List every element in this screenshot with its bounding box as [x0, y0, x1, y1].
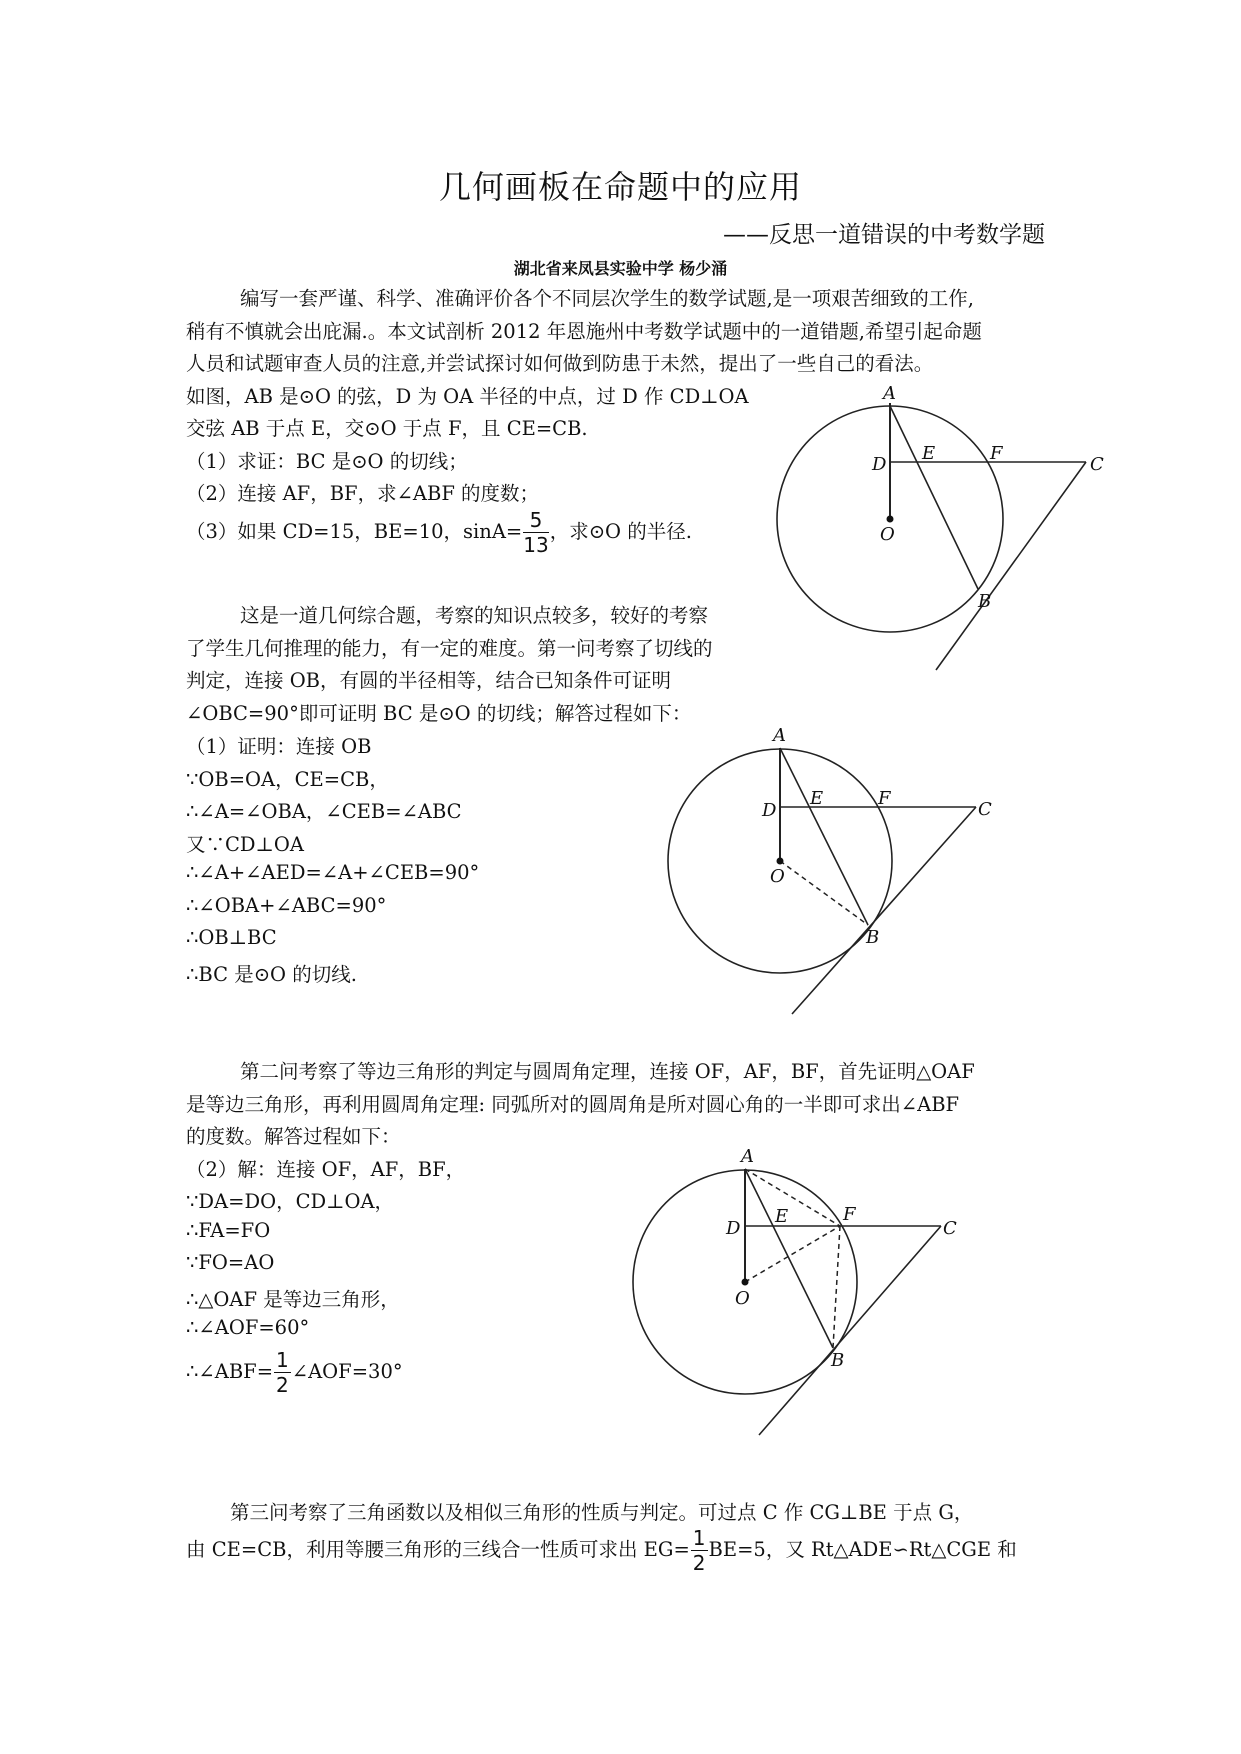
fraction-numerator: 1: [692, 1526, 706, 1550]
fraction-denominator: 2: [276, 1373, 289, 1397]
label-b: B: [866, 927, 880, 948]
problem-question-2: （2）连接 AF，BF，求∠ABF 的度数；: [186, 482, 540, 505]
proof1-line: 又∵CD⊥OA: [186, 833, 304, 856]
analysis2-line: 的度数。解答过程如下：: [186, 1125, 401, 1148]
proof1-line: （1）证明：连接 OB: [186, 735, 372, 758]
q3-text-after: ，求⊙O 的半径.: [549, 520, 692, 543]
proof1-line: ∵OB=OA，CE=CB，: [186, 768, 389, 791]
label-a: A: [741, 1148, 754, 1167]
proof2-text-after: ∠AOF=30°: [291, 1360, 403, 1383]
tangent-bc: [792, 807, 976, 1014]
fraction: [523, 510, 548, 555]
proof2-line: ∴FA=FO: [186, 1219, 271, 1242]
q3-text-before: （3）如果 CD=15，BE=10，sinA=: [186, 520, 523, 543]
label-f: F: [843, 1204, 856, 1225]
label-c: C: [1090, 454, 1104, 475]
analysis3-line-with-fraction: [186, 1528, 1017, 1573]
label-c: C: [978, 799, 992, 820]
proof2-line: （2）解：连接 OF，AF，BF，: [186, 1158, 466, 1181]
label-b: B: [831, 1350, 845, 1371]
point-o: [742, 1279, 749, 1286]
proof2-conclusion: [186, 1350, 403, 1395]
page-subtitle: ——反思一道错误的中考数学题: [723, 222, 1045, 248]
fraction-numerator: 5: [523, 510, 548, 533]
label-f: F: [990, 443, 1003, 464]
author-line: 湖北省来凤县实验中学 杨少涌: [513, 259, 728, 278]
chord-ab: [745, 1169, 833, 1348]
analysis2-line: 是等边三角形，再利用圆周角定理: 同弧所对的圆周角是所对圆心角的一半即可求出∠ABF: [186, 1093, 960, 1116]
problem-question-1: （1）求证：BC 是⊙O 的切线；: [186, 450, 468, 473]
intro-line: 编写一套严谨、科学、准确评价各个不同层次学生的数学试题,是一项艰苦细致的工作,: [240, 287, 974, 310]
proof2-line: ∴△OAF 是等边三角形，: [186, 1288, 400, 1311]
label-d: D: [762, 800, 777, 821]
problem-question-3: [186, 510, 692, 555]
fraction: [691, 1528, 708, 1573]
analysis1-line: 了学生几何推理的能力，有一定的难度。第一问考察了切线的: [186, 637, 713, 660]
proof2-text-before: ∴∠ABF=: [186, 1360, 274, 1383]
analysis3-text-before: 由 CE=CB，利用等腰三角形的三线合一性质可求出 EG=: [186, 1538, 690, 1561]
label-d: D: [872, 454, 887, 475]
label-c: C: [943, 1218, 957, 1239]
analysis3-text-after: BE=5，又 Rt△ADE∽Rt△CGE 和: [708, 1538, 1017, 1561]
figure-1: [770, 385, 1110, 675]
figure-3: [625, 1148, 965, 1438]
proof2-line: ∵DA=DO，CD⊥OA，: [186, 1190, 395, 1213]
page-title: 几何画板在命题中的应用: [438, 168, 802, 206]
label-a: A: [773, 727, 786, 746]
dashed-of: [745, 1226, 840, 1282]
proof1-line: ∴∠A=∠OBA，∠CEB=∠ABC: [186, 800, 462, 823]
analysis1-line: ∠OBC=90°即可证明 BC 是⊙O 的切线；解答过程如下：: [186, 702, 692, 725]
analysis3-line: 第三问考察了三角函数以及相似三角形的性质与判定。可过点 C 作 CG⊥BE 于点 G，: [230, 1501, 974, 1524]
proof1-line: ∴∠OBA+∠ABC=90°: [186, 894, 387, 917]
point-o: [887, 516, 894, 523]
label-a: A: [883, 385, 896, 404]
fraction-denominator: 2: [692, 1551, 706, 1575]
chord-ab: [780, 748, 868, 925]
proof2-line: ∴∠AOF=60°: [186, 1316, 310, 1339]
proof1-line: ∴BC 是⊙O 的切线.: [186, 963, 357, 986]
problem-line: 交弦 AB 于点 E，交⊙O 于点 F，且 CE=CB.: [186, 417, 588, 440]
analysis2-line: 第二问考察了等边三角形的判定与圆周角定理，连接 OF，AF，BF，首先证明△OAF: [240, 1060, 975, 1083]
dashed-bf: [833, 1226, 840, 1348]
fraction-denominator: 13: [523, 533, 549, 557]
label-o: O: [880, 524, 895, 545]
proof2-line: ∵FO=AO: [186, 1251, 275, 1274]
intro-line: 稍有不慎就会出庇漏.。本文试剖析 2012 年恩施州中考数学试题中的一道错题,希望引起命题: [186, 320, 982, 343]
label-e: E: [922, 443, 936, 464]
label-o: O: [735, 1288, 750, 1309]
analysis1-line: 判定，连接 OB，有圆的半径相等，结合已知条件可证明: [186, 669, 672, 692]
problem-line: 如图，AB 是⊙O 的弦，D 为 OA 半径的中点，过 D 作 CD⊥OA: [186, 385, 749, 408]
label-f: F: [878, 788, 891, 809]
fraction: [274, 1350, 291, 1395]
proof1-line: ∴OB⊥BC: [186, 926, 277, 949]
figure-2: [660, 727, 1000, 1017]
point-o: [777, 858, 784, 865]
label-d: D: [726, 1218, 741, 1239]
label-o: O: [770, 866, 785, 887]
proof1-line: ∴∠A+∠AED=∠A+∠CEB=90°: [186, 861, 480, 884]
dashed-ob: [780, 861, 868, 925]
label-e: E: [810, 788, 824, 809]
fraction-numerator: 1: [276, 1348, 289, 1372]
tangent-bc: [936, 462, 1086, 670]
analysis1-line: 这是一道几何综合题，考察的知识点较多，较好的考察: [240, 604, 709, 627]
label-b: B: [978, 591, 992, 612]
intro-line: 人员和试题审查人员的注意,并尝试探讨如何做到防患于未然，提出了一些自己的看法。: [186, 352, 934, 375]
label-e: E: [775, 1206, 789, 1227]
